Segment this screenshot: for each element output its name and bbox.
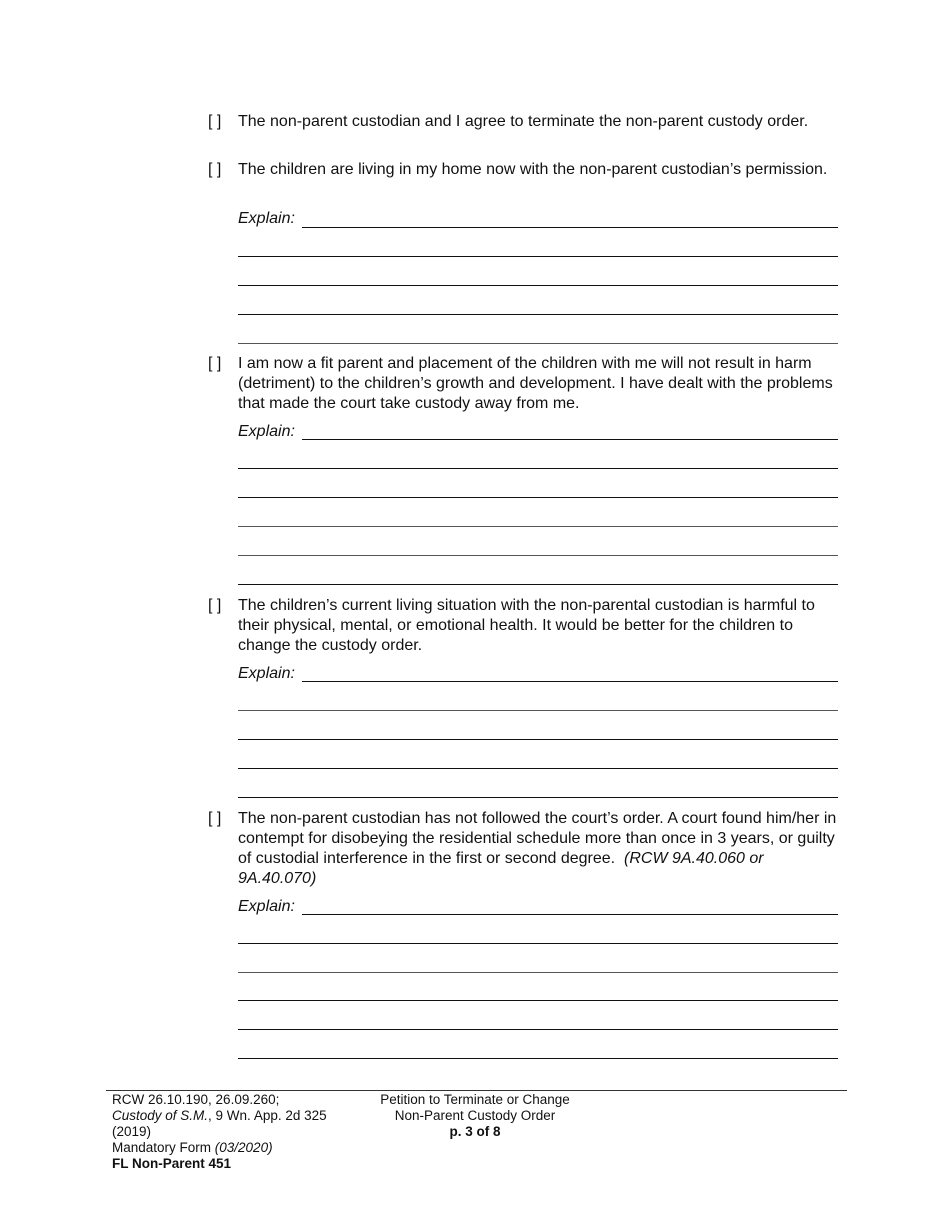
explain-input-line[interactable] — [302, 914, 838, 915]
explain-input-line[interactable] — [238, 343, 838, 344]
footer-form-id: FL Non-Parent 451 — [112, 1156, 232, 1171]
explain-input-line[interactable] — [238, 739, 838, 740]
statute-citation: (RCW 9A.40.060 or 9A.40.070) — [238, 850, 764, 887]
checkbox-agree-terminate[interactable]: [ ] — [208, 113, 222, 130]
explain-input-line[interactable] — [238, 710, 838, 711]
footer-title-line2: Non-Parent Custody Order — [394, 1108, 556, 1123]
option-fit-parent-text: I am now a fit parent and placement of the children with me will not result in harm (detriment) to the children’s growth and development. I have dealt with the problems that made the court take custody away from me. — [238, 355, 833, 412]
footer-case-cite: , 9 Wn. App. 2d 325 — [208, 1108, 327, 1123]
footer-center — [360, 1092, 590, 1140]
explain-input-line[interactable] — [238, 555, 838, 556]
explain-input-line[interactable] — [238, 1058, 838, 1059]
explain-input-line[interactable] — [238, 497, 838, 498]
explain-input-line[interactable] — [302, 227, 838, 228]
explain-input-line[interactable] — [238, 797, 838, 798]
explain-input-line[interactable] — [238, 314, 838, 315]
explain-input-line[interactable] — [238, 526, 838, 527]
footer-divider — [106, 1090, 847, 1091]
footer-title-line1: Petition to Terminate or Change — [380, 1092, 570, 1107]
explain-input-line[interactable] — [302, 439, 838, 440]
option-not-followed-order-body: The non-parent custodian has not followed the court’s order. A court found him/her in contempt for disobeying the residential schedule more than once in 3 years, or guilty of custodial interference in the first or second degree. — [238, 810, 837, 867]
explain-input-line[interactable] — [238, 768, 838, 769]
option-not-followed-order-text — [238, 809, 840, 889]
checkbox-fit-parent[interactable]: [ ] — [208, 355, 222, 372]
footer-form-date: (03/2020) — [214, 1140, 273, 1155]
explain-label: Explain: — [238, 665, 295, 682]
footer-case-name: Custody of S.M. — [112, 1108, 209, 1123]
explain-label: Explain: — [238, 898, 295, 915]
explain-input-line[interactable] — [238, 584, 838, 585]
explain-input-line[interactable] — [238, 1029, 838, 1030]
option-harmful-situation-text: The children’s current living situation with the non-parental custodian is harmful to their physical, mental, or emotional health. It would be better for the children to change the custody order. — [238, 597, 815, 654]
explain-input-line[interactable] — [238, 285, 838, 286]
option-living-in-home-text: The children are living in my home now with the non-parent custodian’s permission. — [238, 161, 828, 178]
checkbox-not-followed-order[interactable]: [ ] — [208, 810, 222, 827]
footer-mandatory — [112, 1140, 372, 1156]
checkbox-harmful-situation[interactable]: [ ] — [208, 597, 222, 614]
explain-input-line[interactable] — [302, 681, 838, 682]
footer-left — [112, 1092, 372, 1172]
explain-input-line[interactable] — [238, 943, 838, 944]
footer-statute: RCW 26.10.190, 26.09.260; — [112, 1092, 280, 1107]
explain-input-line[interactable] — [238, 256, 838, 257]
explain-label: Explain: — [238, 210, 295, 227]
explain-label: Explain: — [238, 423, 295, 440]
footer-year: (2019) — [112, 1124, 152, 1139]
explain-input-line[interactable] — [238, 1000, 838, 1001]
explain-input-line[interactable] — [238, 972, 838, 973]
explain-input-line[interactable] — [238, 468, 838, 469]
footer-mandatory-label: Mandatory Form — [112, 1140, 215, 1155]
footer-case — [112, 1108, 372, 1124]
footer-page-number: p. 3 of 8 — [449, 1124, 501, 1139]
checkbox-living-in-home[interactable]: [ ] — [208, 161, 222, 178]
option-agree-terminate-text: The non-parent custodian and I agree to terminate the non-parent custody order. — [238, 113, 809, 130]
